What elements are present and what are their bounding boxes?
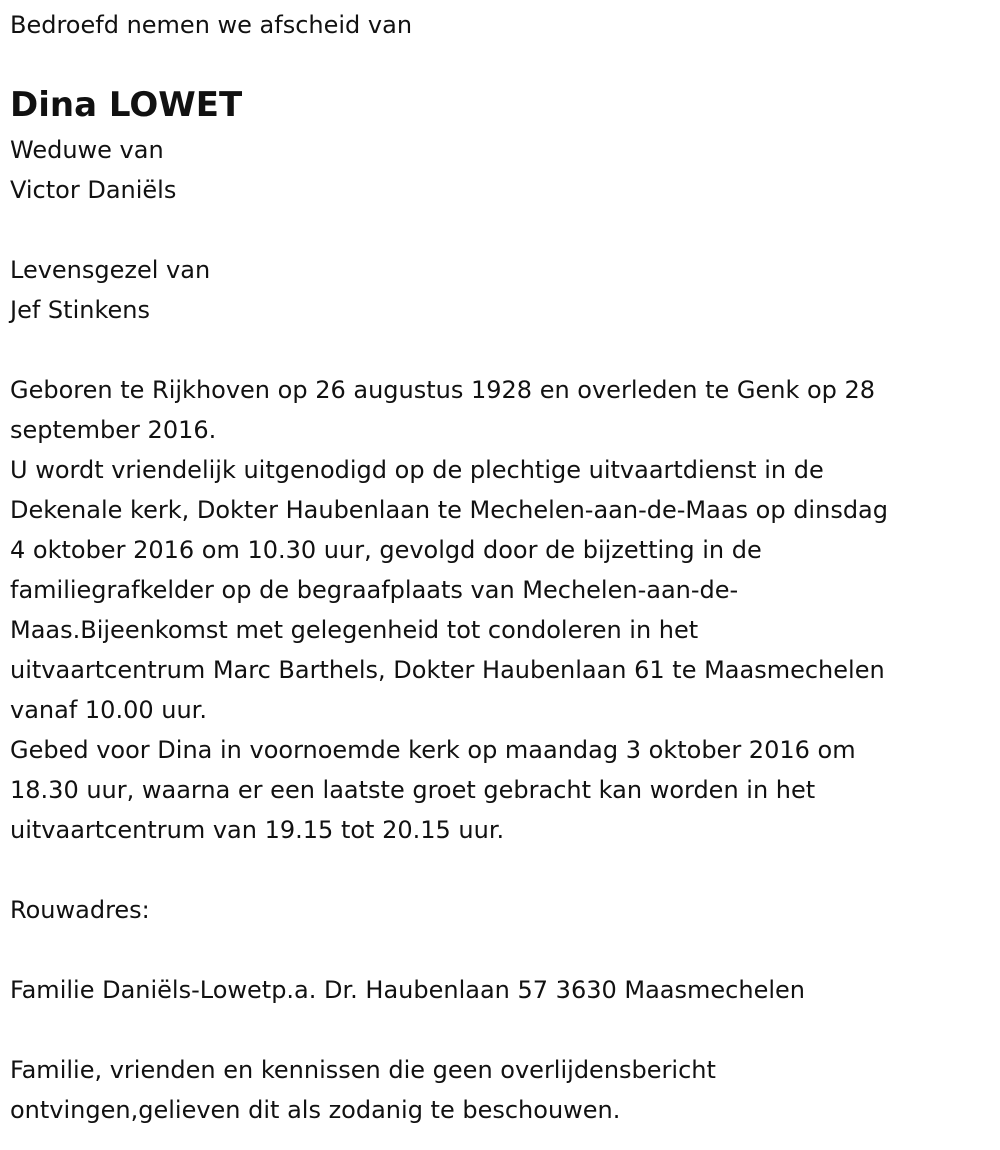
address-label: Rouwadres: xyxy=(10,896,150,924)
deceased-name: Dina LOWET xyxy=(10,85,243,125)
spacer xyxy=(10,330,888,370)
relation-label: Weduwe van xyxy=(10,136,164,164)
body-line: september 2016. xyxy=(10,416,217,444)
body-line: uitvaartcentrum Marc Barthels, Dokter Haubenlaan 61 te Maasmechelen xyxy=(10,656,885,684)
body-line: Dekenale kerk, Dokter Haubenlaan te Mechelen-aan-de-Maas op dinsdag xyxy=(10,496,888,524)
obituary-notice xyxy=(10,5,888,1130)
body-line: U wordt vriendelijk uitgenodigd op de plechtige uitvaartdienst in de xyxy=(10,456,824,484)
relation-person: Victor Daniëls xyxy=(10,176,177,204)
body-line: 4 oktober 2016 om 10.30 uur, gevolgd door de bijzetting in de xyxy=(10,536,762,564)
body-line: uitvaartcentrum van 19.15 tot 20.15 uur. xyxy=(10,816,505,844)
body-line: Maas.Bijeenkomst met gelegenheid tot condoleren in het xyxy=(10,616,699,644)
body-line: 18.30 uur, waarna er een laatste groet gebracht kan worden in het xyxy=(10,776,816,804)
relation-label: Levensgezel van xyxy=(10,256,211,284)
closing-note xyxy=(10,1050,888,1130)
body-line: Gebed voor Dina in voornoemde kerk op maandag 3 oktober 2016 om xyxy=(10,736,856,764)
funeral-details xyxy=(10,370,888,850)
spacer xyxy=(10,930,888,970)
body-line: Geboren te Rijkhoven op 26 augustus 1928 en overleden te Genk op 28 xyxy=(10,376,876,404)
spacer xyxy=(10,850,888,890)
relation-person: Jef Stinkens xyxy=(10,296,150,324)
body-line: vanaf 10.00 uur. xyxy=(10,696,207,724)
closing-line: Familie, vrienden en kennissen die geen overlijdensbericht xyxy=(10,1056,716,1084)
spacer xyxy=(10,1010,888,1050)
body-line: familiegrafkelder op de begraafplaats van Mechelen-aan-de- xyxy=(10,576,739,604)
address-text: Familie Daniëls-Lowetp.a. Dr. Haubenlaan 57 3630 Maasmechelen xyxy=(10,976,805,1004)
intro-text: Bedroefd nemen we afscheid van xyxy=(10,11,413,39)
closing-line: ontvingen,gelieven dit als zodanig te beschouwen. xyxy=(10,1096,621,1124)
spacer xyxy=(10,210,888,250)
